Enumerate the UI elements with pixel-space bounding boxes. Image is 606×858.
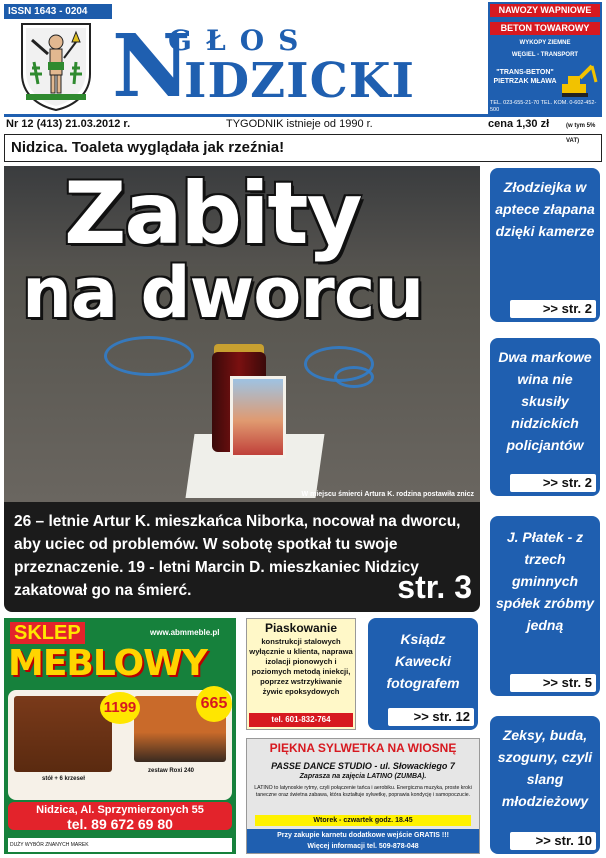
ad-dance-studio-name: PASSE DANCE STUDIO - ul. Słowackiego 7 [271,761,455,771]
teaser-platek[interactable] [490,516,600,696]
ad-piask-body: konstrukcji stalowych wyłącznie u klienta, naprawa izolacji pionowych i poziomych metodą iniekcji, poprzez wstrzykiwanie żywic epoksydowych [249,637,353,696]
chalk-marking [334,366,374,388]
issue-number: Nr 12 (413) 21.03.2012 r. [6,118,131,130]
teaser-page-ref[interactable]: >> str. 2 [510,300,596,318]
teaser-text: J. Płatek - z trzech gminnych spółek zróbmy jedną [495,529,595,633]
ad-furniture-store[interactable] [4,618,236,854]
teaser-text: Złodziejka w aptece złapana dzięki kamerze [495,179,595,239]
ad-meble-price2: 665 [196,686,232,722]
ad-sandblasting[interactable] [246,618,356,730]
teaser-page-ref[interactable]: >> str. 10 [510,832,596,850]
ad-dance-footer [247,829,479,853]
masthead-title: IDZICKI [184,53,415,109]
masthead-title-top: GŁOS [168,24,313,57]
ad-beton-line2: BETON TOWAROWY [490,22,600,35]
teaser-page-ref[interactable]: >> str. 5 [510,674,596,692]
weekly-since: TYGODNIK istnieje od 1990 r. [226,118,373,130]
ad-piask-heading: Piaskowanie [264,621,338,635]
holy-picture [230,376,286,458]
main-title-line1: Zabity [64,166,361,264]
teaser-text: Zeksy, buda, szoguny, czyli slang młodzieżowy [497,727,593,809]
main-title-line2: na dworcu [22,252,424,334]
teaser-page-ref[interactable]: >> str. 12 [388,708,474,726]
main-story-lead[interactable] [4,502,480,612]
ad-beton-line1: NAWOZY WAPNIOWE [490,4,600,17]
ad-dance-invite: Zaprasza na zajęcia LATINO (ZUMBA). [299,773,427,780]
ad-dance-heading: PIĘKNA SYLWETKA NA WIOSNĘ [269,741,457,755]
ad-meble-label1: SKLEP [10,622,85,644]
ad-beton[interactable] [488,2,602,114]
issue-meta-bar [4,114,602,144]
issn-label: ISSN 1643 - 0204 [4,4,112,19]
price-vat: (w tym 5% VAT) [566,123,596,144]
ad-beton-contact: TEL. 023-655-21-70 TEL. KOM. 0-602-452-500 [490,100,597,113]
ad-dance-schedule: Wtorek - czwartek godz. 18.45 [255,815,471,826]
ad-meble-phone[interactable]: tel. 89 672 69 80 [67,816,173,832]
lead-text: 26 – letnie Artur K. mieszkańca Niborka, nocował na dworcu, aby uciec od problemów. W sobotę spotkał tu swoje przeznaczenie. 19 - letni Marcin D. mieszkaniec Nidzicy zakatował go na śmierć. [14,513,461,599]
ad-beton-line3: WYKOPY ZIEMNE [519,40,571,46]
ad-dance-promo: Przy zakupie karnetu dodatkowe wejście GRATIS !!! [277,832,449,839]
ad-beton-company: "TRANS-BETON" PIETRZAK MŁAWA [493,69,557,85]
ad-meble-price1: 1199 [100,692,140,724]
photo-caption: W miejscu śmierci Artura K. rodzina postawiła znicz [301,491,474,498]
ad-meble-address: Nidzica, Al. Sprzymierzonych 55 [8,802,232,830]
ad-dance-description: LATINO to latynoskie rytmy, czyli połączenie tańca i aerobiku. Energiczna muzyka, proste kroki taneczne oraz świetna zabawa, która kształtuje sylwetkę, poprawia kondycję i samopoczucie. [254,785,472,798]
teaser-slang[interactable] [490,716,600,854]
masthead-initial: N [112,16,191,117]
ad-meble-label2: MEBLOWY [8,643,207,684]
ad-meble-url[interactable]: www.abmmeble.pl [150,628,220,637]
coat-of-arms-icon [18,22,94,112]
dining-set-image [14,696,112,772]
chalk-marking [104,336,194,376]
teaser-zlodziejka[interactable] [490,168,600,322]
teaser-text: Dwa markowe wina nie skusiły nidzickich policjantów [498,349,592,453]
teaser-wina[interactable] [490,338,600,496]
ad-dance-info[interactable]: Więcej informacji tel. 509-878-048 [307,843,419,850]
main-story-photo[interactable] [4,166,480,502]
top-headline[interactable]: Nidzica. Toaleta wyglądała jak rzeźnia! [4,134,602,162]
teaser-text: Ksiądz Kawecki fotografem [386,631,460,691]
ad-piask-phone[interactable]: tel. 601-832-764 [249,713,353,727]
ad-meble-item1: stół + 6 krzeseł [42,776,85,782]
ad-beton-line4: WĘGIEL - TRANSPORT [511,52,579,58]
teaser-page-ref[interactable]: >> str. 2 [510,474,596,492]
price: cena 1,30 zł [488,118,550,130]
ad-meble-item2: zestaw Roxi 240 [148,768,195,774]
lead-page-ref[interactable]: str. 3 [397,569,472,605]
excavator-icon [560,62,598,98]
teaser-kawecki[interactable] [368,618,478,730]
ad-meble-brands: DUŻY WYBÓR ZNANYCH MAREK [8,838,232,852]
ad-dance-studio[interactable] [246,738,480,854]
